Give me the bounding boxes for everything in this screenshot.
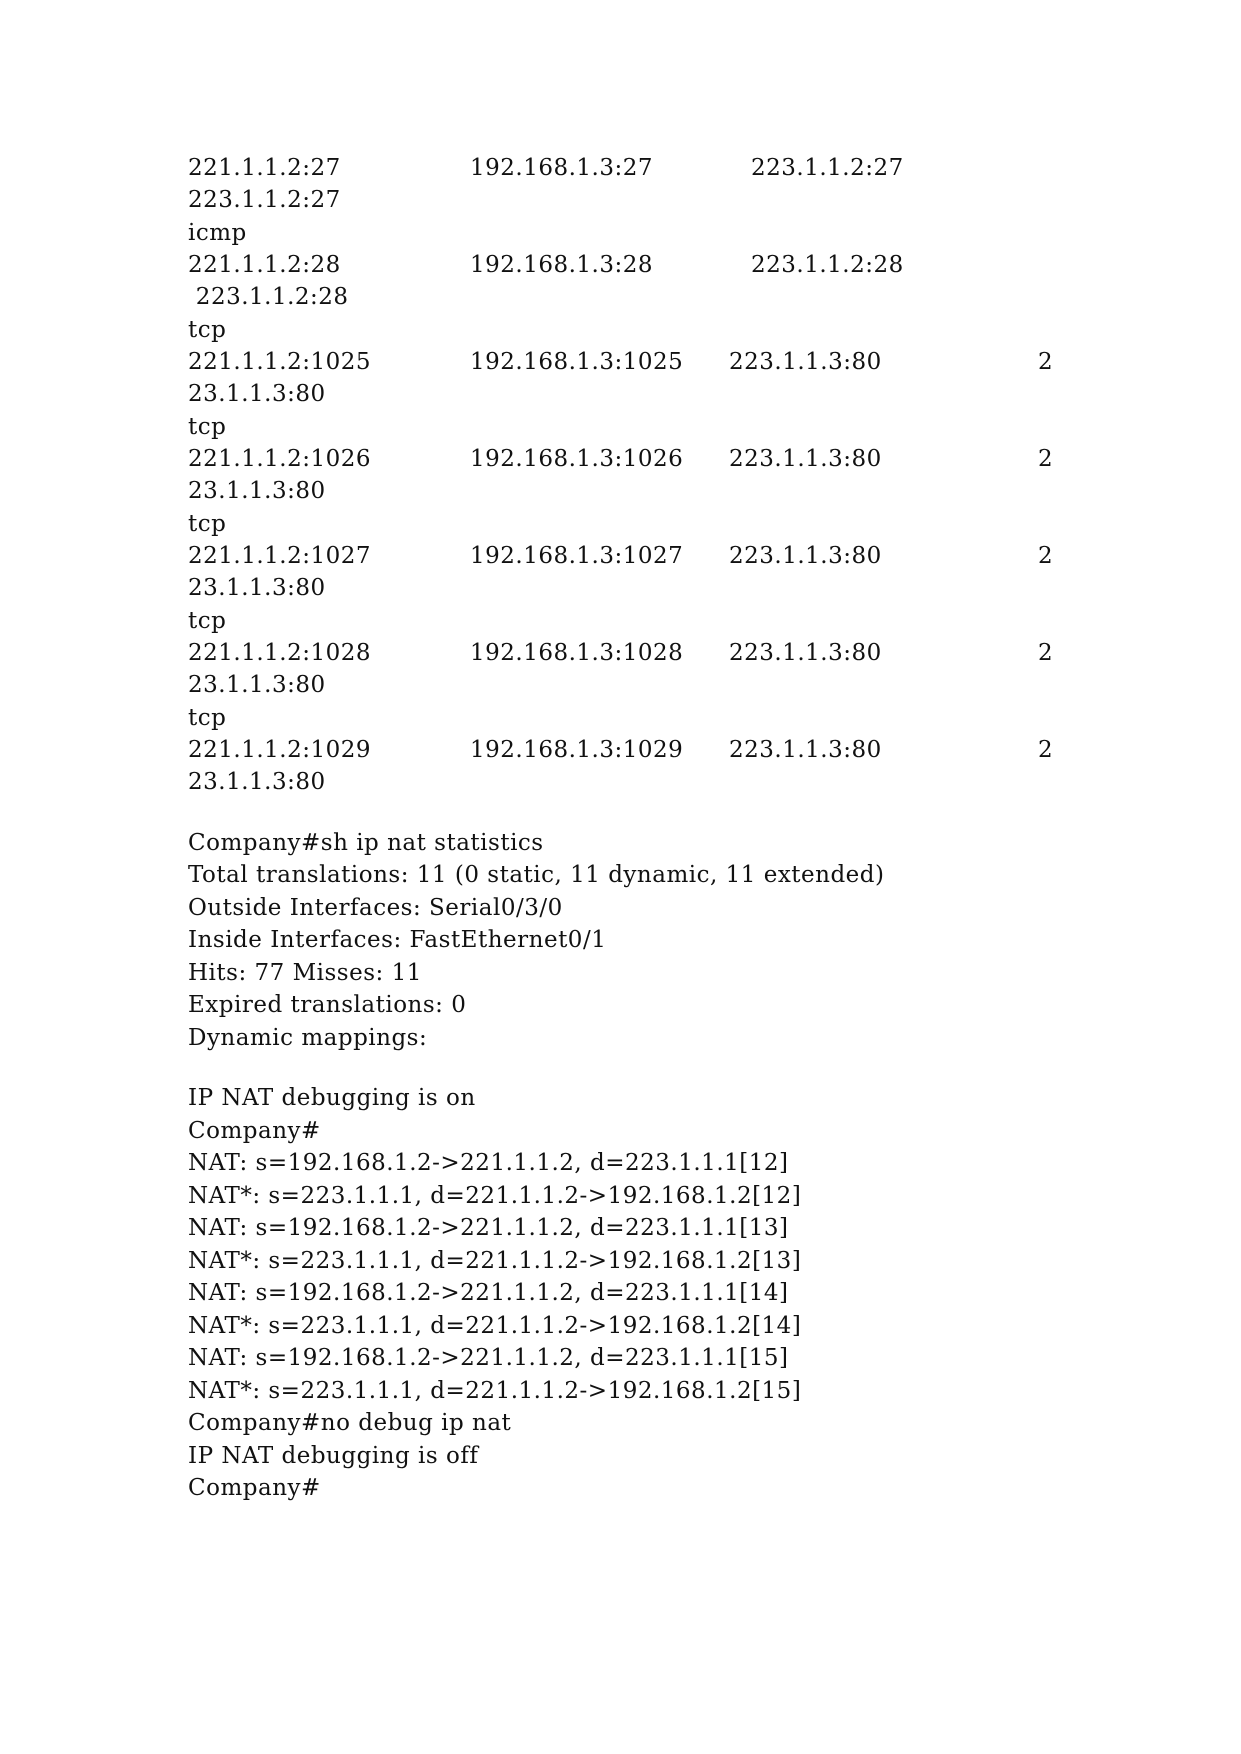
translation-row [188,249,904,282]
stat-line: Inside Interfaces: FastEthernet0/1 [188,927,607,953]
debug-line: NAT: s=192.168.1.2->221.1.1.2, d=223.1.1.1[15] [188,1345,789,1371]
inside-global: 221.1.1.2:1028 [188,640,372,666]
inside-local: 192.168.1.3:1027 [470,543,684,569]
debug-line: NAT: s=192.168.1.2->221.1.1.2, d=223.1.1.1[13] [188,1215,789,1241]
translation-row [188,346,1054,379]
stat-line: Hits: 77 Misses: 11 [188,960,422,986]
protocol-label: tcp [188,511,227,537]
inside-global: 221.1.1.2:1027 [188,543,372,569]
debug-line: NAT*: s=223.1.1.1, d=221.1.1.2->192.168.1.2[12] [188,1183,802,1209]
debug-line: NAT*: s=223.1.1.1, d=221.1.1.2->192.168.1.2[15] [188,1378,802,1404]
stat-line: Total translations: 11 (0 static, 11 dynamic, 11 extended) [188,862,885,888]
debug-line: NAT: s=192.168.1.2->221.1.1.2, d=223.1.1.1[14] [188,1280,789,1306]
prompt-line: Company# [188,1475,321,1501]
command-line: Company#sh ip nat statistics [188,830,544,856]
inside-local: 192.168.1.3:1025 [470,349,684,375]
translation-row-wrap: 23.1.1.3:80 [188,478,326,504]
outside-local: 223.1.1.2:27 [751,155,904,181]
translation-row-wrap: 23.1.1.3:80 [188,575,326,601]
outside-global-start: 2 [1038,543,1054,569]
protocol-label: tcp [188,317,227,343]
command-line: Company#no debug ip nat [188,1410,512,1436]
inside-local: 192.168.1.3:1029 [470,737,684,763]
debug-line: IP NAT debugging is off [188,1443,479,1469]
outside-global-start: 2 [1038,349,1054,375]
outside-global-start: 2 [1038,446,1054,472]
protocol-label: icmp [188,220,247,246]
prompt-line: Company# [188,1118,321,1144]
translation-row [188,637,1054,670]
translation-row-wrap: 223.1.1.2:27 [188,187,341,213]
translation-row-wrap: 23.1.1.3:80 [188,672,326,698]
stat-line: Expired translations: 0 [188,992,467,1018]
translation-row-wrap: 23.1.1.3:80 [188,769,326,795]
inside-global: 221.1.1.2:27 [188,155,341,181]
stat-line: Dynamic mappings: [188,1025,428,1051]
inside-global: 221.1.1.2:1025 [188,349,372,375]
inside-local: 192.168.1.3:28 [470,252,654,278]
debug-line: IP NAT debugging is on [188,1085,476,1111]
inside-global: 221.1.1.2:1029 [188,737,372,763]
translation-row [188,734,1054,767]
outside-local: 223.1.1.3:80 [729,543,882,569]
inside-global: 221.1.1.2:1026 [188,446,372,472]
translation-row [188,443,1054,476]
outside-local: 223.1.1.3:80 [729,349,882,375]
debug-line: NAT: s=192.168.1.2->221.1.1.2, d=223.1.1.1[12] [188,1150,789,1176]
translation-row-wrap: 223.1.1.2:28 [188,284,349,310]
translation-row [188,540,1054,573]
outside-local: 223.1.1.3:80 [729,446,882,472]
protocol-label: tcp [188,705,227,731]
outside-global-start: 2 [1038,737,1054,763]
outside-local: 223.1.1.3:80 [729,737,882,763]
inside-global: 221.1.1.2:28 [188,252,341,278]
debug-line: NAT*: s=223.1.1.1, d=221.1.1.2->192.168.1.2[14] [188,1313,802,1339]
outside-local: 223.1.1.2:28 [751,252,904,278]
inside-local: 192.168.1.3:1028 [470,640,684,666]
translation-row-wrap: 23.1.1.3:80 [188,381,326,407]
debug-line: NAT*: s=223.1.1.1, d=221.1.1.2->192.168.1.2[13] [188,1248,802,1274]
outside-local: 223.1.1.3:80 [729,640,882,666]
inside-local: 192.168.1.3:1026 [470,446,684,472]
outside-global-start: 2 [1038,640,1054,666]
protocol-label: tcp [188,414,227,440]
inside-local: 192.168.1.3:27 [470,155,654,181]
stat-line: Outside Interfaces: Serial0/3/0 [188,895,563,921]
translation-row [188,152,904,185]
protocol-label: tcp [188,608,227,634]
